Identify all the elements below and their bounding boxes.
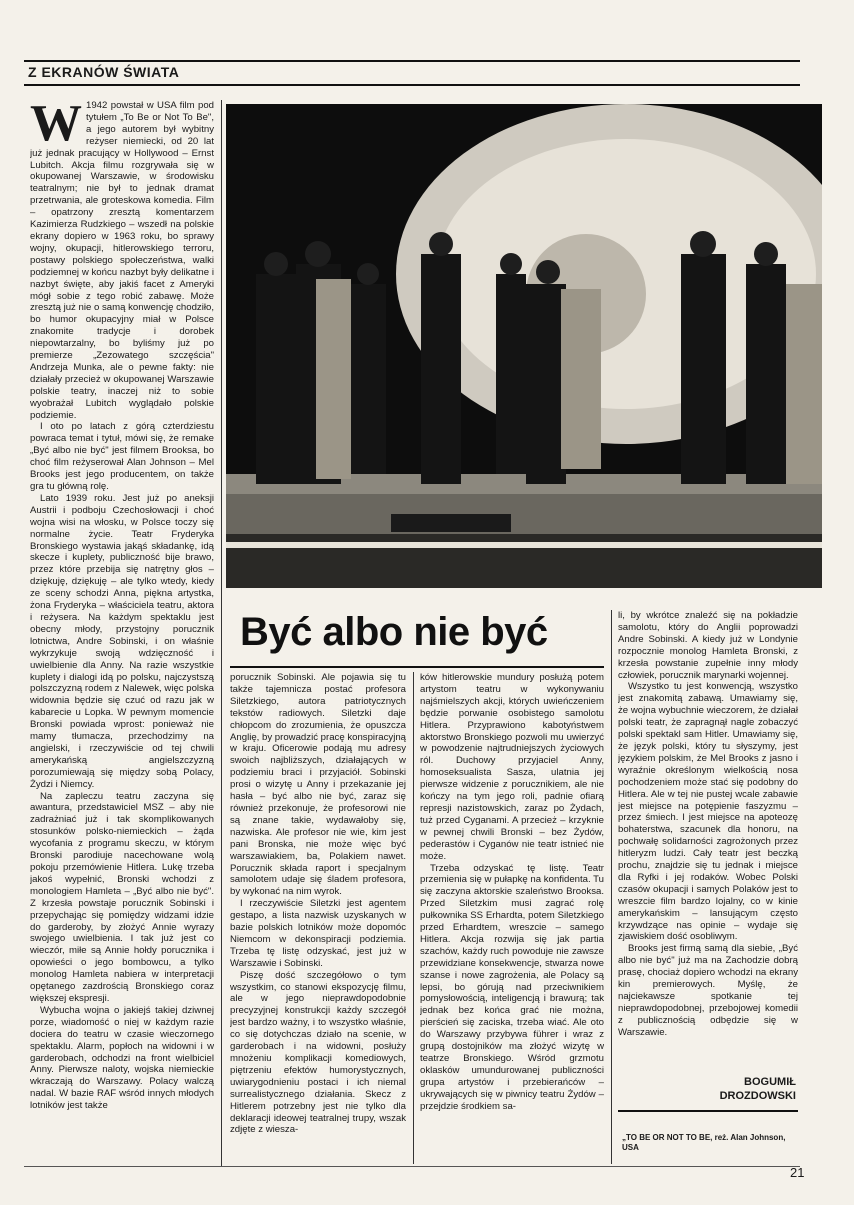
paragraph: li, by wkrótce znaleźć się na pokładzie samolotu, który do Anglii poprowadzi Andre Sobinski. A kiedy już w Londynie rozpocznie monolog Hamleta Bronski, z krzesła powstanie zupełnie inny młody człowiek, porucznik marynarki wojennej. bbox=[618, 610, 798, 681]
paragraph: Piszę dość szczegółowo o tym wszystkim, co stanowi ekspozycję filmu, ale w jego nieprawdopodobnie precyzyjnej konstrukcji każdy szczegół jest bardzo ważny, i to wszystko właśnie, co się dotychczas działo na scenie, w garderobach i na widowni, posłuży mnożeniu komplikacji komediowych, piętrzeniu efektów humorystycznych, uwiarygodnieniu postaci i ich niemal surrealistycznego działania. Skecz z Hitlerem potrzebny jest nie tylko dla deklaracji ideowej teatralnej trupy, wszak zdjęte z wiesza- bbox=[230, 969, 406, 1136]
header-rule bbox=[24, 84, 800, 86]
paragraph: Wybucha wojna o jakiejś takiej dziwnej porze, wiadomość o niej w każdym razie dociera do teatru w czasie wieczornego spektaklu. Alarm, popłoch na widowni i w garderobach, odchodzi na front wielbiciel Anny. Pierwsze naloty, wojska niemieckie wkraczają do Warszawy. Polacy walczą nadal. W bazie RAF wśród innych młodych lotników jest także bbox=[30, 1004, 214, 1112]
photo-caption: „TO BE OR NOT TO BE, reż. Alan Johnson, USA bbox=[622, 1133, 786, 1152]
section-header: Z EKRANÓW ŚWIATA bbox=[28, 64, 180, 80]
bottom-rule bbox=[24, 1166, 800, 1167]
author-byline bbox=[680, 1075, 796, 1103]
author-last-name: DROZDOWSKI bbox=[719, 1090, 796, 1102]
article-column-3 bbox=[420, 672, 604, 1164]
film-still-illustration bbox=[226, 104, 822, 588]
paragraph: Brooks jest firmą samą dla siebie, „Być albo nie być" już ma na Zachodzie dobrą prasę, chociaż dopiero wchodzi na ekrany kin premierowych. Myślę, że najciekawsze spotkanie tej nieprawdopodobnej, przebojowej komedii z publicznością odbędzie się w Warszawie. bbox=[618, 943, 798, 1038]
article-column-1 bbox=[30, 100, 214, 1168]
title-rule bbox=[230, 666, 604, 668]
paragraph: Na zapleczu teatru zaczyna się awantura, przedstawiciel MSZ – aby nie zadrażniać już i tak skomplikowanych stosunków polsko-niemieckich – żąda wycofania z programu skeczu, w którym Bronski parodiuje nacechowane wolą pokoju przemówienie Hitlera. Lukę trzeba jakoś wypełnić, Bronski wchodzi z monologiem Hamleta – „Być albo nie być". Z krzesła powstaje porucznik Sobinski i przepychając się pomiędzy widzami idzie do garderoby, by złożyć Annie wyrazy swojego uwielbienia. I tak już jest co wieczór, miłe są Annie hołdy porucznika i opowieści o jego bombowcu, a tylko monolog Hamleta nabiera w interpretacji opętanego zazdrością Bronskiego coraz większej ekspresji. bbox=[30, 790, 214, 1004]
article-title: Być albo nie być bbox=[240, 610, 548, 654]
column-divider bbox=[413, 672, 414, 1164]
paragraph: ków hitlerowskie mundury posłużą potem artystom teatru w wykonywaniu najśmielszych akcji, których uwieńczeniem będzie porwanie osobistego samolotu Hitlera. Przyprawiono kabotyństwem aktorstwo Bronskiego pozwoli mu uwierzyć w powodzenie najtrudniejszych życiowych ról. Duchowy przyjaciel Anny, homoseksualista Sasza, ulatnia jej pierwsze widzenie z porucznikiem, ale nie kończy na tym jego roli, padnie ofiarą represji nazistowskich, zaraz po Żydach, tuż przed Cyganami. A przecież – krzyknie w pewnej chwili Bronski – bez Żydów, pederastów i Cyganów nie teatr istnieć nie może. bbox=[420, 672, 604, 862]
column-divider bbox=[611, 610, 612, 1164]
film-still-photo bbox=[226, 104, 822, 588]
paragraph: Trzeba odzyskać tę listę. Teatr przemienia się w pułapkę na konfidenta. Tu się zaczyna aktorskie szaleństwo Brooksa. Przed Siletzkim musi zagrać rolę pułkownika SS Erhardta, potem Siletzkiego przed Erhardtem, wreszcie – samego Hitlera. Akcja rozwija się jak partia szachów, każdy ruch powoduje nie zawsze przewidziane konsekwencje, stwarza nowe szanse i nowe zagrożenia, ale Polacy są lepsi, bo górują nad przeciwnikiem pomysłowością, inteligencją i brawurą; tak jednak bez końca grać nie można, pierścień się zaciska, trzeba wiać. Ale oto do Warszawy przybywa führer i wraz z grupą dostojników ma złożyć wizytę w teatrze Bronskiego. Wśród grzmotu oklasków umundurowanej publiczności grupa artystów i przebierańców – ukrywających się w piwnicy teatru Żydów – przejdzie środkiem sa- bbox=[420, 862, 604, 1112]
paragraph: porucznik Sobinski. Ale pojawia się tu także tajemnicza postać profesora Siletzkiego, autora patriotycznych tekstów radiowych. Siletzki daje chłopcom do zrozumienia, że opuszcza Anglię, by prowadzić pracę konspiracyjną w kraju. Oficerowie podają mu adresy swoich najbliższych, działających w podziemiu braci i przyjaciół. Sobinski prosi o wizytę u Anny i przekazanie jej hasła – być albo nie być, zaraz się również przekonuje, że profesorowi nie są znane takie, wydawałoby się, nazwiska. Ale profesor nie wie, kim jest pani Bronska, nie może więc być warszawiakiem, ba, Polakiem nawet. Porucznik składa raport i specjalnym samolotem udaje się śladem profesora, by wykonać na nim wyrok. bbox=[230, 672, 406, 898]
article-column-2 bbox=[230, 672, 406, 1164]
paragraph: W 1942 powstał w USA film pod tytułem „To Be or Not To Be", a jego autorem był wybitny reżyser niemiecki, od 20 lat już jednak pracujący w Hollywood – Ernst Lubitch. Akcja filmu rozgrywała się w okupowanej Warszawie, w środowisku teatralnym; nie był to jednak dramat przetrwania, ale groteskowa komedia. Film – opatrzony zresztą komentarzem Kazimierza Rudzkiego – wszedł na polskie ekrany dopiero w 1963 roku, bo sprawy wojny, okupacji, hitlerowskiego terroru, postawy polskiego społeczeństwa, walki podziemnej w końcu nazbyt były delikatne i nazbyt święte, aby jakiś facet z Ameryki mógł sobie z tego robić zabawę. Może zresztą już nie o samą konwencję chodziło, bo humor okupacyjny miał w Polsce znakomite tradycje i dorobek niepowtarzalny, bo byliśmy już po premierze „Zezowatego szczęścia" Andrzeja Munka, ale o pewne fakty: nie działały przecież w okupowanej Warszawie polskie teatry, inaczej niż to sobie wyobrażał Lubitch wyglądało polskie podziemie. bbox=[30, 100, 214, 421]
paragraph: Lato 1939 roku. Jest już po aneksji Austrii i podboju Czechosłowacji i choć wojna wisi na włosku, w Polsce toczy się normalne życie. Teatr Fryderyka Bronskiego wystawia jakąś składankę, idą skecze i kuplety, publiczność bije brawo, przez które przebija się natrętny głos – dziękuję, dziękuję – ale tylko wtedy, kiedy ze sceny schodzi Anna, piękna artystka, żona Fryderyka – właściciela teatru, aktora i reżysera. Na każdym spektaklu jest obecny młody, przystojny porucznik lotnictwa, Andre Sobinski, i on właśnie wykrzykuje swoją wdzięczność i uwielbienie dla Anny. Na razie wszystkie kuplety i dialogi idą po polsku, najczystszą polszczyzną rodem z Nalewek, więc polska widownia będzie się czuć od razu jak w kabarecie u Lopka. W pewnym momencie Bronski powiada wprost: ponieważ nie mamy tłumacza, przechodzimy na angielski, i rzeczywiście od tej chwili amerykańską angielszczyzną porozumiewają się między sobą Polacy, Żydzi i Niemcy. bbox=[30, 492, 214, 790]
paragraph: I rzeczywiście Siletzki jest agentem gestapo, a lista nazwisk uzyskanych w bazie polskich lotników może dopomóc Niemcom w dekonspiracji podziemia. Trzeba tę listę odzyskać, jest już w Warszawie i Sobinski. bbox=[230, 898, 406, 969]
author-first-name: BOGUMIŁ bbox=[744, 1076, 796, 1088]
page-number: 21 bbox=[790, 1165, 805, 1180]
top-rule bbox=[24, 60, 800, 62]
caption-rule bbox=[618, 1110, 798, 1112]
paragraph: I oto po latach z górą czterdziestu powraca temat i tytuł, mówi się, że remake „Być albo nie być" jest filmem Brooksa, bo choć film reżyserował Alan Johnson – Mel Brooks jest jego producentem, on także gra tu główną rolę. bbox=[30, 421, 214, 492]
article-column-4 bbox=[618, 610, 798, 1070]
paragraph: Wszystko tu jest konwencją, wszystko jest znakomitą zabawą. Umawiamy się, że wojna wybuchnie wieczorem, że działał polski teatr, że zapragnął nagle zobaczyć polski spektakl sam Hitler. Umawiamy się, że język polski, który tu słyszymy, jest językiem polskim, że Mel Brooks z jasno i wyraźnie określonym wielkością nosa pochodzeniem może stać się podobny do Hitlera. Ale w tej nie pustej wcale zabawie jest miejsce na potępienie faszyzmu – przez śmiech. I jest miejsce na apoteozę bohaterstwa, szacunek dla honoru, na pochwałę solidarności zagrożonych przez hitleryzm ludzi. Cały teatr jest beczką prochu, znajdzie się tu jednak i miejsce dla Ryfki i jej rodaków. Wobec Polski czasów okupacji i samych Polaków jest to wreszcie film bardzo lojalny, co w kinie amerykańskim – lansującym często krzywdzące nas opinie – wydaje się zjawiskiem dość osobliwym. bbox=[618, 681, 798, 943]
drop-cap: W bbox=[30, 100, 82, 152]
column-divider bbox=[221, 100, 222, 1166]
